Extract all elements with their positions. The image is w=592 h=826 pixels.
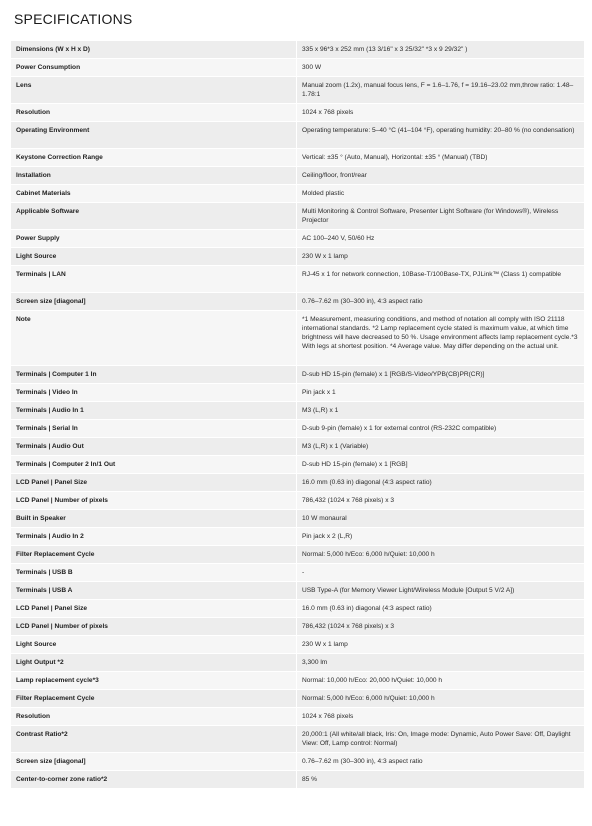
- table-row: [11, 41, 585, 59]
- spec-label: Dimensions (W x H x D): [16, 46, 91, 53]
- spec-label: Light Source: [16, 641, 57, 648]
- spec-value-cell: [297, 230, 585, 248]
- spec-value: 0.76–7.62 m (30–300 in), 4:3 aspect ratio: [302, 758, 423, 765]
- spec-label-cell: [11, 492, 297, 510]
- spec-label: LCD Panel | Number of pixels: [16, 497, 108, 504]
- spec-label: Terminals | Video In: [16, 389, 78, 396]
- spec-label-cell: [11, 122, 297, 149]
- spec-value: -: [302, 569, 305, 576]
- spec-value: 230 W x 1 lamp: [302, 641, 348, 648]
- spec-value: Pin jack x 2 (L,R): [302, 533, 353, 540]
- spec-value-cell: [297, 293, 585, 311]
- spec-label-cell: [11, 708, 297, 726]
- spec-label-cell: [11, 753, 297, 771]
- spec-value-cell: [297, 59, 585, 77]
- spec-label: Operating Environment: [16, 127, 90, 134]
- table-row: [11, 203, 585, 230]
- spec-value: D-sub 9-pin (female) x 1 for external control (RS-232C compatible): [302, 425, 497, 432]
- spec-value-cell: [297, 248, 585, 266]
- spec-value-cell: [297, 600, 585, 618]
- spec-label: Terminals | Audio In 2: [16, 533, 84, 540]
- spec-label: Power Consumption: [16, 64, 81, 71]
- spec-label-cell: [11, 149, 297, 167]
- table-row: [11, 546, 585, 564]
- spec-label-cell: [11, 510, 297, 528]
- spec-label: Applicable Software: [16, 208, 80, 215]
- spec-value: Multi Monitoring & Control Software, Presenter Light Software (for Windows®), Wireless Projector: [302, 208, 559, 224]
- spec-value-cell: [297, 726, 585, 753]
- spec-label-cell: [11, 438, 297, 456]
- table-row: [11, 582, 585, 600]
- spec-label: Cabinet Materials: [16, 190, 71, 197]
- spec-label: Resolution: [16, 109, 51, 116]
- spec-label: Terminals | USB A: [16, 587, 73, 594]
- table-row: [11, 366, 585, 384]
- table-row: [11, 104, 585, 122]
- table-row: [11, 618, 585, 636]
- specifications-table-body: [11, 41, 585, 789]
- spec-label-cell: [11, 636, 297, 654]
- table-row: [11, 311, 585, 366]
- spec-label: Resolution: [16, 713, 51, 720]
- spec-value-cell: [297, 438, 585, 456]
- spec-value: Ceiling/floor, front/rear: [302, 172, 367, 179]
- spec-label-cell: [11, 230, 297, 248]
- spec-label: Terminals | Audio In 1: [16, 407, 84, 414]
- spec-value: M3 (L,R) x 1: [302, 407, 339, 414]
- spec-label-cell: [11, 41, 297, 59]
- table-row: [11, 185, 585, 203]
- spec-value-cell: [297, 564, 585, 582]
- spec-value-cell: [297, 122, 585, 149]
- spec-label-cell: [11, 185, 297, 203]
- table-row: [11, 456, 585, 474]
- spec-label: Keystone Correction Range: [16, 154, 103, 161]
- spec-label: Filter Replacement Cycle: [16, 695, 95, 702]
- table-row: [11, 600, 585, 618]
- spec-label-cell: [11, 167, 297, 185]
- spec-value-cell: [297, 366, 585, 384]
- table-row: [11, 248, 585, 266]
- table-row: [11, 230, 585, 248]
- spec-value: 16.0 mm (0.63 in) diagonal (4:3 aspect ratio): [302, 479, 432, 486]
- spec-value: *1 Measurement, measuring conditions, and method of notation all comply with ISO 21118 international standards. *2 Lamp replacement cycle stated is maximum value, at which time brightness will have decreased to 50 %. Usage environment affects lamp replacement cycle.*3 With legs at shortest position. *4 Average value. May differ depending on the actual unit.: [302, 316, 578, 350]
- spec-label: LCD Panel | Panel Size: [16, 605, 88, 612]
- spec-label: Terminals | Computer 2 In/1 Out: [16, 461, 116, 468]
- spec-value: 300 W: [302, 64, 322, 71]
- spec-value-cell: [297, 492, 585, 510]
- spec-label: Terminals | USB B: [16, 569, 73, 576]
- spec-value-cell: [297, 420, 585, 438]
- spec-label-cell: [11, 104, 297, 122]
- spec-label-cell: [11, 474, 297, 492]
- spec-value: Pin jack x 1: [302, 389, 336, 396]
- spec-label: Built in Speaker: [16, 515, 66, 522]
- spec-value-cell: [297, 708, 585, 726]
- spec-value: 85 %: [302, 776, 318, 783]
- spec-value-cell: [297, 311, 585, 366]
- spec-label-cell: [11, 384, 297, 402]
- spec-value: 1024 x 768 pixels: [302, 713, 354, 720]
- spec-label-cell: [11, 248, 297, 266]
- spec-value: 0.76–7.62 m (30–300 in), 4:3 aspect ratio: [302, 298, 423, 305]
- table-row: [11, 708, 585, 726]
- table-row: [11, 122, 585, 149]
- spec-label: Terminals | Serial In: [16, 425, 78, 432]
- spec-value: M3 (L,R) x 1 (Variable): [302, 443, 369, 450]
- spec-value: Vertical: ±35 ° (Auto, Manual), Horizontal: ±35 ° (Manual) (TBD): [302, 154, 488, 161]
- table-row: [11, 402, 585, 420]
- spec-value-cell: [297, 167, 585, 185]
- spec-label: Note: [16, 316, 31, 323]
- spec-value-cell: [297, 618, 585, 636]
- spec-label-cell: [11, 59, 297, 77]
- table-row: [11, 266, 585, 293]
- spec-label-cell: [11, 77, 297, 104]
- spec-value: Normal: 10,000 h/Eco: 20,000 h/Quiet: 10,000 h: [302, 677, 443, 684]
- table-row: [11, 636, 585, 654]
- spec-label-cell: [11, 293, 297, 311]
- table-row: [11, 149, 585, 167]
- spec-label-cell: [11, 266, 297, 293]
- table-row: [11, 672, 585, 690]
- spec-value: 10 W monaural: [302, 515, 347, 522]
- spec-value: 3,300 lm: [302, 659, 328, 666]
- table-row: [11, 59, 585, 77]
- table-row: [11, 77, 585, 104]
- spec-label: Lens: [16, 82, 32, 89]
- spec-label: Power Supply: [16, 235, 60, 242]
- table-row: [11, 420, 585, 438]
- spec-label: LCD Panel | Panel Size: [16, 479, 88, 486]
- spec-label-cell: [11, 690, 297, 708]
- table-row: [11, 528, 585, 546]
- spec-label: LCD Panel | Number of pixels: [16, 623, 108, 630]
- spec-label-cell: [11, 420, 297, 438]
- spec-value-cell: [297, 672, 585, 690]
- table-row: [11, 771, 585, 789]
- table-row: [11, 438, 585, 456]
- spec-value-cell: [297, 771, 585, 789]
- spec-value: 1024 x 768 pixels: [302, 109, 354, 116]
- table-row: [11, 384, 585, 402]
- spec-value-cell: [297, 546, 585, 564]
- spec-label-cell: [11, 654, 297, 672]
- spec-label-cell: [11, 564, 297, 582]
- spec-value-cell: [297, 528, 585, 546]
- spec-value-cell: [297, 384, 585, 402]
- spec-label-cell: [11, 311, 297, 366]
- spec-label-cell: [11, 203, 297, 230]
- spec-value: 20,000:1 (All white/all black, Iris: On, Image mode: Dynamic, Auto Power Save: Off, Daylight View: Off, Lamp control: Normal): [302, 731, 571, 747]
- spec-value-cell: [297, 41, 585, 59]
- spec-label-cell: [11, 600, 297, 618]
- spec-label-cell: [11, 366, 297, 384]
- spec-value-cell: [297, 456, 585, 474]
- spec-value-cell: [297, 203, 585, 230]
- table-row: [11, 474, 585, 492]
- spec-label: Contrast Ratio*2: [16, 731, 68, 738]
- specifications-table: [10, 40, 585, 789]
- spec-label: Installation: [16, 172, 51, 179]
- spec-value: Normal: 5,000 h/Eco: 6,000 h/Quiet: 10,000 h: [302, 551, 435, 558]
- spec-value-cell: [297, 149, 585, 167]
- spec-label: Screen size [diagonal]: [16, 758, 86, 765]
- spec-label-cell: [11, 618, 297, 636]
- spec-value-cell: [297, 104, 585, 122]
- spec-value: USB Type-A (for Memory Viewer Light/Wireless Module [Output 5 V/2 A]): [302, 587, 515, 594]
- table-row: [11, 726, 585, 753]
- table-row: [11, 564, 585, 582]
- spec-label: Terminals | Computer 1 In: [16, 371, 97, 378]
- spec-value: 786,432 (1024 x 768 pixels) x 3: [302, 497, 395, 504]
- spec-value: D-sub HD 15-pin (female) x 1 [RGB/S-Video/YPB(CB)PR(CR)]: [302, 371, 485, 378]
- table-row: [11, 510, 585, 528]
- spec-label: Terminals | Audio Out: [16, 443, 84, 450]
- spec-value: RJ-45 x 1 for network connection, 10Base-T/100Base-TX, PJLink™ (Class 1) compatible: [302, 271, 562, 278]
- spec-label: Center-to-corner zone ratio*2: [16, 776, 108, 783]
- table-row: [11, 293, 585, 311]
- table-row: [11, 167, 585, 185]
- spec-value-cell: [297, 654, 585, 672]
- spec-value-cell: [297, 266, 585, 293]
- spec-value-cell: [297, 636, 585, 654]
- spec-label-cell: [11, 582, 297, 600]
- spec-value-cell: [297, 690, 585, 708]
- spec-value-cell: [297, 474, 585, 492]
- spec-value-cell: [297, 77, 585, 104]
- spec-value-cell: [297, 582, 585, 600]
- spec-label: Filter Replacement Cycle: [16, 551, 95, 558]
- spec-label-cell: [11, 402, 297, 420]
- spec-value: Normal: 5,000 h/Eco: 6,000 h/Quiet: 10,000 h: [302, 695, 435, 702]
- spec-value: Operating temperature: 5–40 °C (41–104 °F), operating humidity: 20–80 % (no condensation): [302, 127, 575, 134]
- spec-value: 230 W x 1 lamp: [302, 253, 348, 260]
- spec-value: 786,432 (1024 x 768 pixels) x 3: [302, 623, 395, 630]
- page-title: SPECIFICATIONS: [14, 11, 133, 27]
- spec-label: Light Source: [16, 253, 57, 260]
- spec-label: Lamp replacement cycle*3: [16, 677, 99, 684]
- spec-value-cell: [297, 510, 585, 528]
- spec-value: AC 100–240 V, 50/60 Hz: [302, 235, 375, 242]
- table-row: [11, 690, 585, 708]
- spec-label-cell: [11, 771, 297, 789]
- spec-label: Screen size [diagonal]: [16, 298, 86, 305]
- table-row: [11, 492, 585, 510]
- spec-value: 16.0 mm (0.63 in) diagonal (4:3 aspect ratio): [302, 605, 432, 612]
- spec-label: Terminals | LAN: [16, 271, 66, 278]
- spec-label-cell: [11, 546, 297, 564]
- spec-label: Light Output *2: [16, 659, 64, 666]
- table-row: [11, 654, 585, 672]
- spec-value-cell: [297, 402, 585, 420]
- table-row: [11, 753, 585, 771]
- spec-value: D-sub HD 15-pin (female) x 1 [RGB]: [302, 461, 408, 468]
- spec-label-cell: [11, 456, 297, 474]
- spec-label-cell: [11, 726, 297, 753]
- spec-label-cell: [11, 672, 297, 690]
- spec-value: Molded plastic: [302, 190, 345, 197]
- spec-value-cell: [297, 753, 585, 771]
- spec-label-cell: [11, 528, 297, 546]
- spec-value-cell: [297, 185, 585, 203]
- spec-value: 335 x 96*3 x 252 mm (13 3/16" x 3 25/32" *3 x 9 29/32" ): [302, 46, 468, 53]
- spec-value: Manual zoom (1.2x), manual focus lens, F = 1.6–1.76, f = 19.16–23.02 mm,throw ratio: 1.48–1.78:1: [302, 82, 574, 98]
